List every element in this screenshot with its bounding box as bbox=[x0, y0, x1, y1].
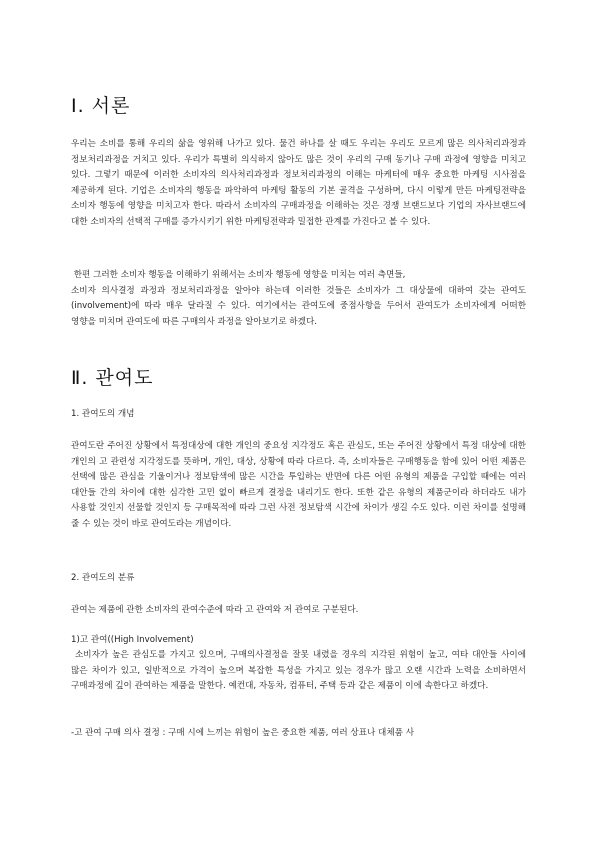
subsection-1-heading: 1. 관여도의 개념 bbox=[71, 409, 135, 419]
subsection-2-heading: 2. 관여도의 분류 bbox=[71, 573, 135, 583]
high-involvement-decision-line: -고 관여 구매 의사 결정 : 구매 시에 느끼는 위험이 높은 중요한 제품, 여러 상표나 대체품 사 bbox=[71, 728, 414, 738]
section-2-title: Ⅱ. 관여도 bbox=[71, 367, 154, 389]
classification-line: 관여는 제품에 관한 소비자의 관여수준에 따라 고 관여와 저 관여로 구분된다. bbox=[71, 605, 359, 615]
high-involvement-heading: 1)고 관여((High Involvement) bbox=[71, 635, 194, 645]
concept-paragraph: 관여도란 주어진 상황에서 특정대상에 대한 개인의 중요성 지각정도 혹은 관심도, 또는 주어진 상황에서 특정 대상에 대한 개인의 고 관련성 지각정도를 뜻하며, 개인, 대상, 상황에 따라 다르다. 즉, 소비자들은 구매행동을 함에 있어 어떤 제품은 선택에 많은 관심을 기울이거나 정보탐색에 많은 시간을 투입하는 반면에 다른 어떤 유형의 제품을 구입할 때에는 여러 대안들 간의 차이에 대한 심각한 고민 없이 빠르게 결정을 내리기도 한다. 또한 같은 유형의 제품군이라 하더라도 내가 사용할 것인지 선물할 것인지 등 구매목적에 따라 그런 사전 정보탐색 시간에 차이가 생길 수도 있다. 이런 차이를 설명해 줄 수 있는 것이 바로 관여도라는 개념이다. bbox=[71, 441, 529, 529]
intro-paragraph-2: 한편 그러한 소비자 행동을 이해하기 위해서는 소비자 행동에 영향을 미치는 여러 측면들, 소비자 의사결정 과정과 정보처리과정을 알아야 하는데 이러한 것들은 소비자가 그 대상물에 대하여 갖는 관여도(involvement)에 따라 매우 달라질 수 있다. 여기에서는 관여도에 중점사항을 두어서 관여도가 소비자에게 어떠한 영향을 미치며 관여도에 따른 구매의사 과정을 알아보기로 하겠다. bbox=[71, 270, 526, 327]
high-involvement-paragraph: 소비자가 높은 관심도를 가지고 있으며, 구매의사결정을 잘못 내렸을 경우의 지각된 위험이 높고, 여타 대안들 사이에 많은 차이가 있고, 일반적으로 가격이 높으며 복잡한 특성을 가지고 있는 경우가 많고 오랜 시간과 노력을 소비하면서 구매과정에 깊이 관여하는 제품을 말한다. 예컨대, 자동차, 컴퓨터, 주택 등과 같은 제품이 이에 속한다고 하겠다. bbox=[71, 650, 529, 691]
intro-paragraph-1: 우리는 소비를 통해 우리의 삶을 영위해 나가고 있다. 물건 하나를 살 때도 우리는 우리도 모르게 많은 의사처리과정과 정보처리과정을 거치고 있다. 우리가 특별히 의식하지 않아도 많은 것이 우리의 구매 동기나 구매 과정에 영향을 미치고 있다. 그렇기 때문에 이러한 소비자의 의사처리과정과 정보처리과정의 이해는 마케터에 매우 중요한 마케팅 시사점을 제공하게 된다. 기업은 소비자의 행동을 파악하여 마케팅 활동의 기본 골격을 구성하며, 다시 이렇게 만든 마케팅전략을 소비자 행동에 영향을 미치고자 한다. 따라서 소비자의 구매과정을 이해하는 것은 경쟁 브랜드보다 기업의 자사브랜드에 대한 소비자의 선택적 구매를 증가시키기 위한 마케팅전략과 밀접한 관계를 가진다고 볼 수 있다. bbox=[71, 139, 529, 227]
section-1-title: Ⅰ. 서론 bbox=[71, 95, 131, 117]
